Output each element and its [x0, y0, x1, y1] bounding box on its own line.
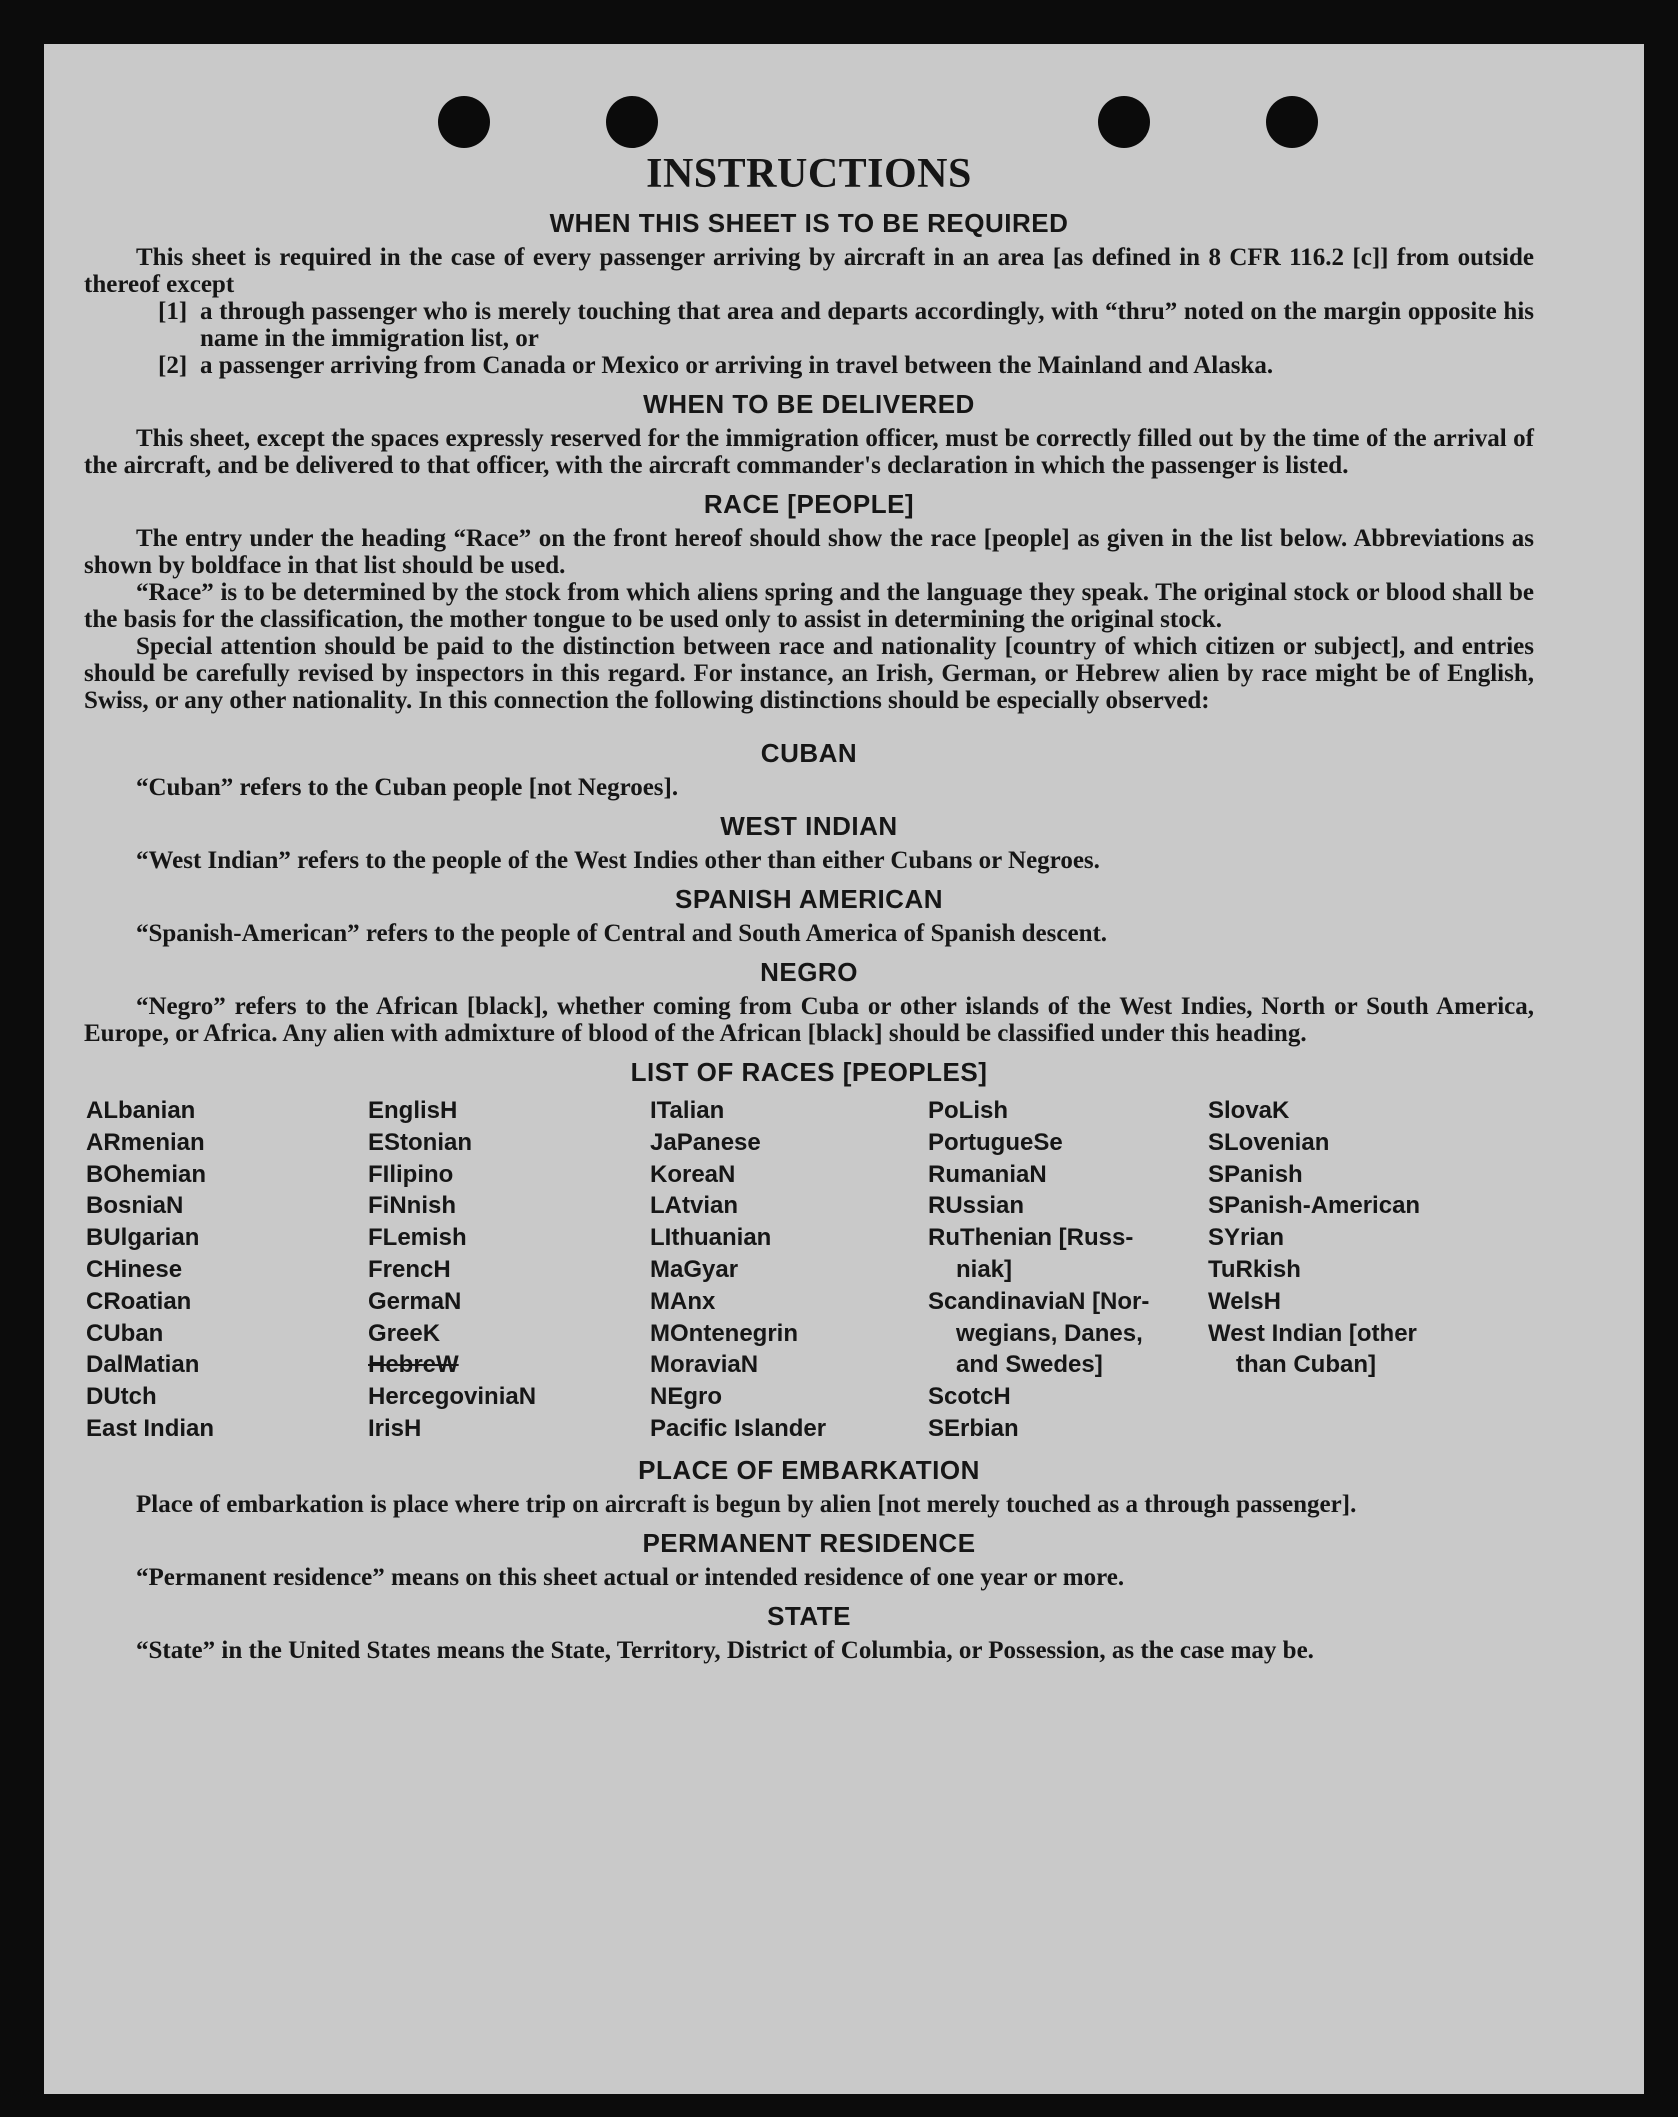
race-entry: LAtvian — [650, 1192, 739, 1220]
paragraph: Special attention should be paid to the distinction between race and nationality [country of which citizen or subject], and entries should be carefully revised by inspectors in this regard. For instance, an Irish, German, or Hebrew alien by race might be of English, Swiss, or any other nationality. In this connection the following distinctions should be especially observed: — [84, 633, 1534, 714]
race-entry: FrencH — [368, 1255, 451, 1283]
paragraph: “Spanish-American” refers to the people of Central and South America of Spanish descent. — [136, 920, 1108, 947]
race-entry: ITalian — [650, 1097, 725, 1124]
race-entry-continuation: and Swedes] — [956, 1351, 1103, 1379]
list-item — [158, 352, 1534, 379]
race-entry: SErbian — [928, 1414, 1019, 1442]
race-entry: RumaniaN — [928, 1160, 1047, 1188]
item-number: [1] — [158, 298, 188, 325]
heading-spanish-american: SPANISH AMERICAN — [674, 884, 943, 914]
heading-cuban: CUBAN — [760, 738, 858, 768]
race-entry: DUtch — [86, 1383, 157, 1411]
heading-west-indian: WEST INDIAN — [720, 811, 898, 841]
race-entry: JaPanese — [650, 1128, 761, 1156]
race-entry-continuation: than Cuban] — [1236, 1351, 1376, 1379]
item-number: [2] — [158, 352, 188, 379]
race-entry: DalMatian — [86, 1351, 200, 1379]
race-entry: Pacific Islander — [650, 1414, 827, 1442]
heading-negro: NEGRO — [760, 957, 858, 987]
races-column — [368, 1095, 650, 1445]
race-entry: FIlipino — [368, 1160, 454, 1188]
race-entry: TuRkish — [1208, 1255, 1301, 1283]
race-entry: WelsH — [1208, 1287, 1281, 1315]
race-entry: BOhemian — [86, 1160, 207, 1188]
paragraph: The entry under the heading “Race” on the front hereof should show the race [people] as given in the list below. Abbreviations as shown by boldface in that list should be used. — [84, 525, 1534, 579]
race-entry: PoLish — [928, 1097, 1009, 1124]
race-entry: BUlgarian — [86, 1224, 200, 1252]
race-entry: CHinese — [86, 1255, 183, 1283]
race-entry: FiNnish — [368, 1192, 456, 1220]
race-entry: ALbanian — [86, 1097, 196, 1124]
races-column — [86, 1095, 368, 1445]
race-entry: CRoatian — [86, 1287, 192, 1315]
paragraph: This sheet is required in the case of every passenger arriving by aircraft in an area [as defined in 8 CFR 116.2 [c]] from outside thereof except — [84, 244, 1534, 298]
race-entry: FLemish — [368, 1224, 467, 1252]
item-text: a through passenger who is merely touching that area and departs accordingly, with “thru” noted on the margin opposite his name in the immigration list, or — [200, 298, 1534, 352]
paragraph: “Permanent residence” means on this sheet actual or intended residence of one year or more. — [136, 1563, 1125, 1591]
race-entry: ScandinaviaN [Nor- — [928, 1287, 1150, 1315]
race-entry: SLovenian — [1208, 1128, 1330, 1156]
race-entry: SlovaK — [1208, 1097, 1290, 1124]
race-entry-struck: HebreW — [368, 1351, 459, 1379]
race-entry: East Indian — [86, 1414, 215, 1442]
paragraph: “Cuban” refers to the Cuban people [not Negroes]. — [136, 774, 679, 801]
race-entry-continuation: niak] — [956, 1255, 1013, 1283]
race-entry: MoraviaN — [650, 1351, 759, 1379]
races-column — [928, 1095, 1208, 1445]
paragraph: “Race” is to be determined by the stock from which aliens spring and the language they speak. The original stock or blood shall be the basis for the classification, the mother tongue to be used only to assist in determining the original stock. — [84, 579, 1534, 633]
paragraph: “State” in the United States means the State, Territory, District of Columbia, or Possession, as the case may be. — [136, 1636, 1314, 1664]
heading-state: STATE — [767, 1600, 851, 1631]
races-column — [650, 1095, 928, 1445]
race-entry: West Indian [other — [1208, 1319, 1417, 1347]
heading-races-list: LIST OF RACES [PEOPLES] — [630, 1057, 988, 1087]
race-entry: MaGyar — [650, 1255, 739, 1283]
item-text: a passenger arriving from Canada or Mexico or arriving in travel between the Mainland and Alaska. — [200, 352, 1274, 379]
race-entry: NEgro — [650, 1383, 722, 1411]
race-entry-continuation: wegians, Danes, — [956, 1319, 1143, 1347]
race-entry: IrisH — [368, 1414, 422, 1442]
race-entry: EnglisH — [368, 1097, 458, 1124]
paragraph: Place of embarkation is place where trip on aircraft is begun by alien [not merely touched as a through passenger]. — [136, 1490, 1357, 1518]
heading-permanent-residence: PERMANENT RESIDENCE — [642, 1527, 976, 1558]
list-item — [158, 298, 1534, 352]
race-entry: EStonian — [368, 1128, 473, 1156]
race-entry: RUssian — [928, 1192, 1025, 1220]
race-entry: SPanish — [1208, 1160, 1303, 1188]
heading-when-delivered: WHEN TO BE DELIVERED — [643, 389, 975, 419]
race-entry: BosniaN — [86, 1192, 184, 1220]
race-entry: CUban — [86, 1319, 164, 1347]
race-entry: GermaN — [368, 1287, 462, 1315]
heading-when-required: WHEN THIS SHEET IS TO BE REQUIRED — [549, 208, 1069, 238]
paragraph: “Negro” refers to the African [black], whether coming from Cuba or other islands of the West Indies, North or South America, Europe, or Africa. Any alien with admixture of blood of the African [black] should be classified under this heading. — [84, 993, 1534, 1047]
race-entry: PortugueSe — [928, 1128, 1063, 1156]
races-list — [86, 1095, 1534, 1445]
paragraph: This sheet, except the spaces expressly reserved for the immigration officer, must be correctly filled out by the time of the arrival of the aircraft, and be delivered to that officer, with the aircraft commander's declaration in which the passenger is listed. — [84, 425, 1534, 479]
page-title: INSTRUCTIONS — [646, 151, 972, 197]
heading-embarkation: PLACE OF EMBARKATION — [638, 1454, 980, 1485]
race-entry: LIthuanian — [650, 1224, 772, 1252]
race-entry: SPanish-American — [1208, 1192, 1421, 1220]
race-entry: MOntenegrin — [650, 1319, 798, 1347]
paragraph: “West Indian” refers to the people of the West Indies other than either Cubans or Negroes. — [136, 847, 1100, 874]
heading-race: RACE [PEOPLE] — [703, 489, 915, 519]
races-column — [1208, 1095, 1508, 1445]
race-entry: MAnx — [650, 1287, 716, 1315]
race-entry: ScotcH — [928, 1383, 1011, 1411]
race-entry: SYrian — [1208, 1224, 1285, 1252]
race-entry: HercegoviniaN — [368, 1383, 537, 1411]
race-entry: RuThenian [Russ- — [928, 1224, 1134, 1252]
document-content — [84, 104, 1534, 1664]
race-entry: GreeK — [368, 1319, 441, 1347]
race-entry: KoreaN — [650, 1160, 736, 1188]
race-entry: ARmenian — [86, 1128, 205, 1156]
